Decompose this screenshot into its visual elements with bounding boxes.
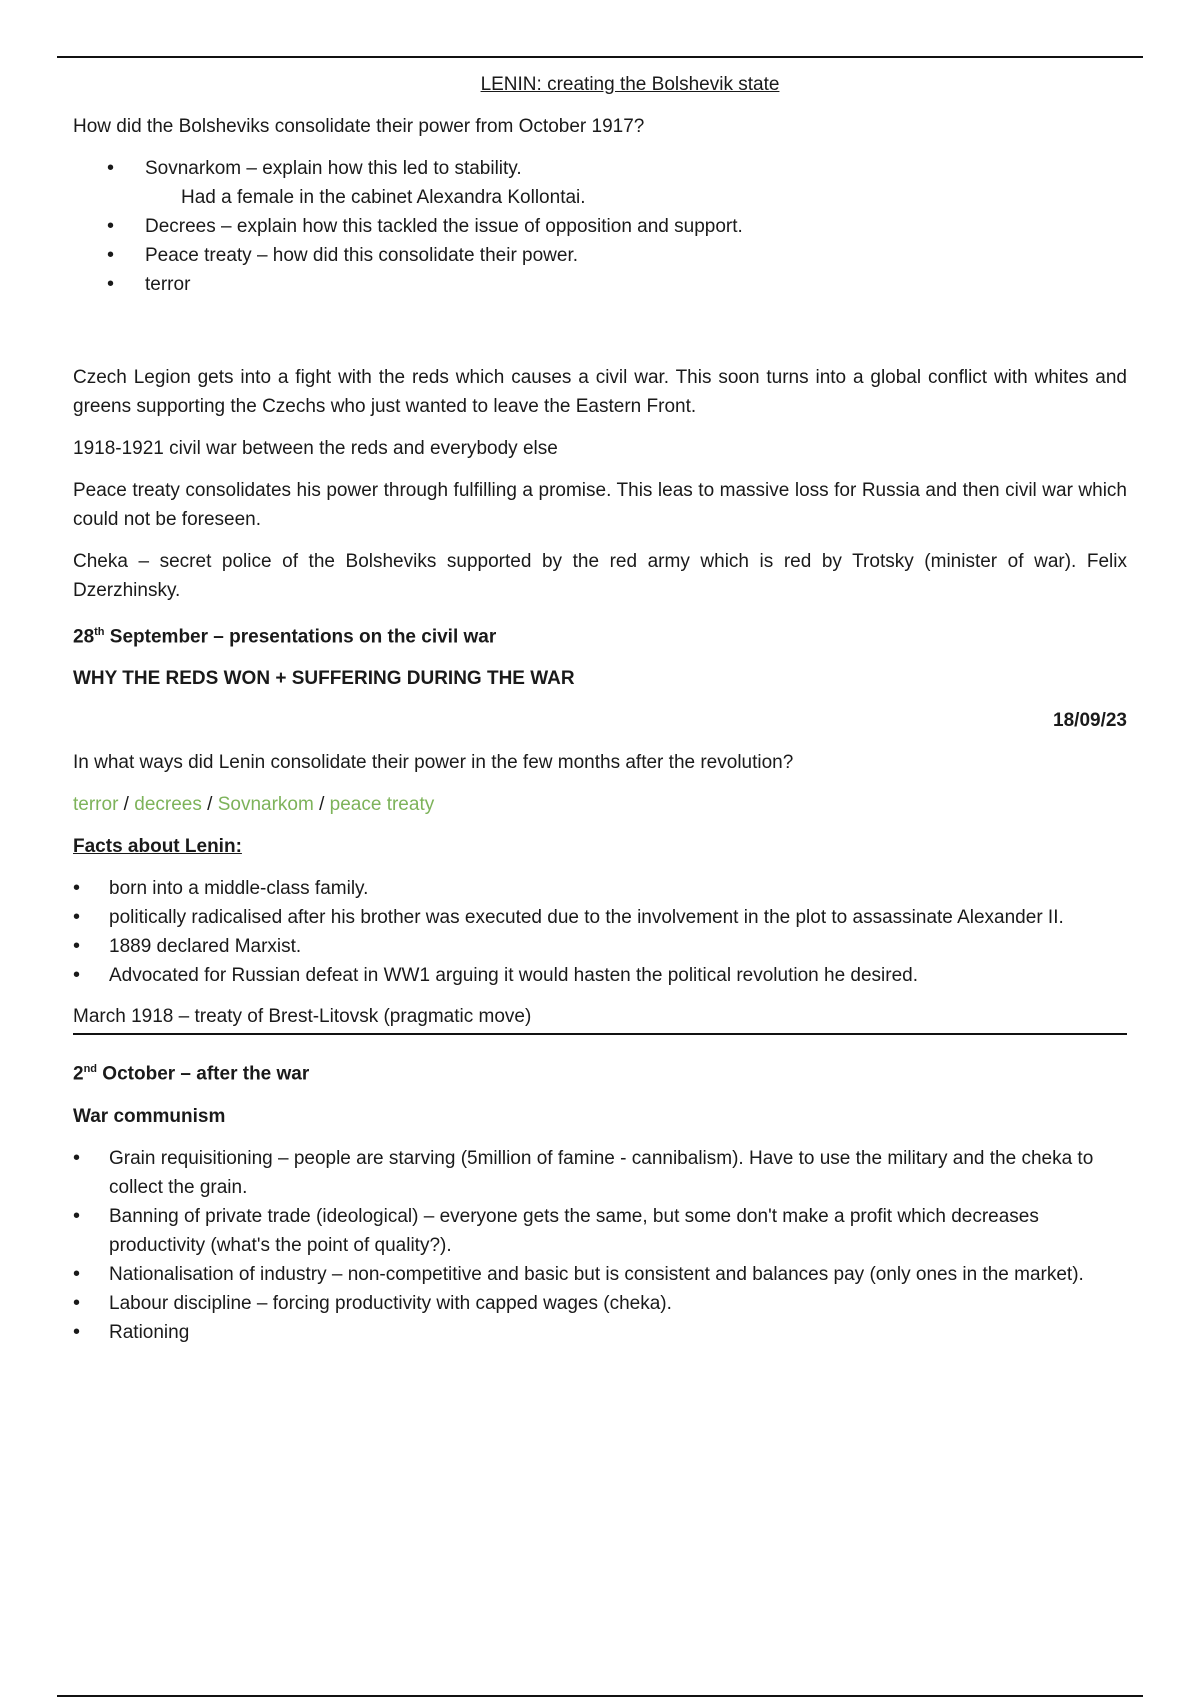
document-title: LENIN: creating the Bolshevik state — [480, 74, 780, 95]
list-item: • 1889 declared Marxist. — [73, 932, 1127, 961]
october-heading — [73, 1055, 1127, 1088]
list-item: • Advocated for Russian defeat in WW1 arguing it would hasten the political revolution he desired. — [73, 961, 1127, 990]
october-rest: October – after the war — [97, 1063, 310, 1085]
list-item: • Decrees – explain how this tackled the issue of opposition and support. — [73, 212, 1127, 241]
october-suffix: nd — [83, 1063, 98, 1076]
keyword-decrees: decrees — [134, 794, 202, 816]
czech-legion-paragraph: Czech Legion gets into a fight with the reds which causes a civil war. This soon turns into a global conflict with whites and greens supporting the Czechs who just wanted to leave the Eastern Front. — [73, 367, 1127, 417]
facts-list — [73, 874, 1127, 990]
keyword-peace-treaty: peace treaty — [329, 794, 435, 816]
keyword-separator: / — [201, 794, 218, 816]
list-item: • born into a middle-class family. — [73, 874, 1127, 903]
list-item: • terror — [73, 270, 1127, 299]
list-item: • Labour discipline – forcing productivity with capped wages (cheka). — [73, 1289, 1127, 1318]
keyword-separator: / — [118, 794, 135, 816]
cheka-paragraph: Cheka – secret police of the Bolsheviks supported by the red army which is red by Trotsky (minister of war). Felix Dzerzhinsky. — [73, 551, 1127, 601]
list-item: • Sovnarkom – explain how this led to stability. — [73, 154, 1127, 183]
list-item-sub: Had a female in the cabinet Alexandra Kollontai. — [181, 187, 586, 208]
document-page — [73, 70, 1127, 1359]
keywords-line — [73, 790, 1127, 819]
war-communism-list — [73, 1144, 1127, 1347]
september-day: 28 — [73, 626, 95, 648]
bottom-rule — [57, 1695, 1143, 1697]
keyword-separator: / — [313, 794, 330, 816]
question-lenin-consolidate: In what ways did Lenin consolidate their power in the few months after the revolution? — [73, 752, 794, 774]
list-item: • Grain requisitioning – people are starving (5million of famine - cannibalism). Have to use the military and the cheka to collect the grain. — [73, 1144, 1127, 1202]
list-item: • politically radicalised after his brother was executed due to the involvement in the plot to assassinate Alexander II. — [73, 903, 1127, 932]
list-item: • Banning of private trade (ideological) – everyone gets the same, but some don't make a profit which decreases productivity (what's the point of quality?). — [73, 1202, 1127, 1260]
september-suffix: th — [94, 626, 105, 638]
september-heading — [73, 618, 1127, 651]
keyword-sovnarkom: Sovnarkom — [217, 794, 314, 816]
reds-won-heading: WHY THE REDS WON + SUFFERING DURING THE WAR — [73, 668, 575, 690]
civil-war-paragraph: 1918-1921 civil war between the reds and everybody else — [73, 438, 558, 459]
brest-litovsk-line: March 1918 – treaty of Brest-Litovsk (pragmatic move) — [73, 1002, 1127, 1035]
facts-heading: Facts about Lenin: — [73, 836, 242, 858]
consolidation-list — [73, 154, 1127, 299]
war-communism-heading: War communism — [73, 1105, 226, 1127]
list-item: • Peace treaty – how did this consolidate their power. — [73, 241, 1127, 270]
october-day: 2 — [73, 1063, 84, 1085]
top-rule — [57, 56, 1143, 58]
peace-treaty-paragraph: Peace treaty consolidates his power through fulfilling a promise. This leas to massive loss for Russia and then civil war which could not be foreseen. — [73, 480, 1127, 530]
keyword-terror: terror — [73, 794, 119, 816]
list-item: • Nationalisation of industry – non-competitive and basic but is consistent and balances pay (only ones in the market). — [73, 1260, 1127, 1289]
date-label: 18/09/23 — [1053, 710, 1127, 732]
question-consolidate-power: How did the Bolsheviks consolidate their power from October 1917? — [73, 116, 645, 137]
list-item: • Rationing — [73, 1318, 1127, 1347]
september-rest: September – presentations on the civil war — [104, 626, 497, 648]
